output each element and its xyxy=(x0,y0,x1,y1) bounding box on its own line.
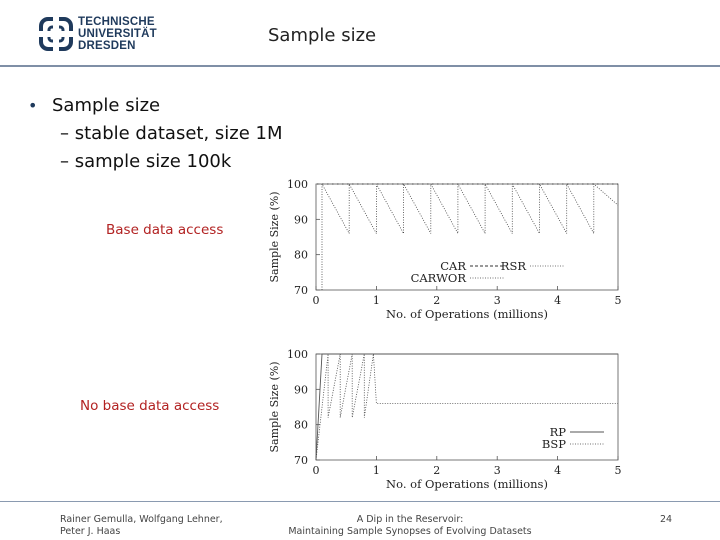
logo-line-2: UNIVERSITÄT xyxy=(78,28,157,40)
footer-talk-title xyxy=(280,514,540,538)
x-tick-label: 0 xyxy=(312,464,320,477)
x-tick-label: 5 xyxy=(614,464,622,477)
logo-wordmark xyxy=(78,16,157,52)
legend-label-bsp: BSP xyxy=(541,437,566,451)
footer-talk-line-1: A Dip in the Reservoir: xyxy=(356,514,464,525)
y-axis-label: Sample Size (%) xyxy=(268,191,281,283)
chart-base-data-access xyxy=(262,174,634,326)
logo-line-3: DRESDEN xyxy=(78,40,136,52)
university-emblem-icon xyxy=(38,16,74,52)
slide-header xyxy=(0,0,720,70)
x-tick-label: 3 xyxy=(493,294,501,307)
x-tick-label: 0 xyxy=(312,294,320,307)
header-divider xyxy=(0,65,720,67)
y-tick-label: 70 xyxy=(294,454,308,467)
y-tick-label: 100 xyxy=(287,348,308,361)
label-base-data-access: Base data access xyxy=(106,222,224,238)
tu-dresden-logo xyxy=(38,14,198,56)
x-tick-label: 1 xyxy=(372,294,380,307)
bullet-main: • Sample size xyxy=(28,92,283,120)
label-no-base-data-access: No base data access xyxy=(80,398,220,414)
x-tick-label: 4 xyxy=(554,464,562,477)
legend-label-carwor: CARWOR xyxy=(410,271,466,285)
plot-frame xyxy=(316,184,618,290)
legend-label-rsr: RSR xyxy=(500,259,526,273)
x-tick-label: 2 xyxy=(433,464,441,477)
y-tick-label: 80 xyxy=(294,248,308,262)
y-tick-label: 70 xyxy=(294,284,308,297)
footer-authors xyxy=(60,514,223,538)
slide-title: Sample size xyxy=(268,25,377,46)
x-tick-label: 2 xyxy=(433,294,441,307)
page-number: 24 xyxy=(660,514,673,525)
chart-no-base-data-access xyxy=(262,344,634,496)
x-tick-label: 5 xyxy=(614,294,622,307)
y-tick-label: 100 xyxy=(287,178,308,191)
bullet-sub-dataset: – stable dataset, size 1M xyxy=(60,123,283,144)
footer-authors-line-2: Peter J. Haas xyxy=(60,526,121,537)
y-axis-label: Sample Size (%) xyxy=(268,361,281,453)
series-line-carwor xyxy=(322,184,618,290)
bullet-list xyxy=(28,92,283,176)
x-axis-label: No. of Operations (millions) xyxy=(386,307,548,321)
legend-label-rp: RP xyxy=(549,425,566,439)
y-tick-label: 90 xyxy=(294,383,308,397)
x-tick-label: 3 xyxy=(493,464,501,477)
x-tick-label: 1 xyxy=(372,464,380,477)
legend-label-car: CAR xyxy=(440,259,466,273)
y-tick-label: 80 xyxy=(294,418,308,432)
x-axis-label: No. of Operations (millions) xyxy=(386,477,548,491)
logo-line-1: TECHNISCHE xyxy=(78,16,155,28)
bullet-sub-sample: – sample size 100k xyxy=(60,151,232,172)
x-tick-label: 4 xyxy=(554,294,562,307)
footer-divider xyxy=(0,501,720,502)
footer-authors-line-1: Rainer Gemulla, Wolfgang Lehner, xyxy=(60,514,223,525)
footer-talk-line-2: Maintaining Sample Synopses of Evolving Datasets xyxy=(288,526,532,537)
y-tick-label: 90 xyxy=(294,213,308,227)
